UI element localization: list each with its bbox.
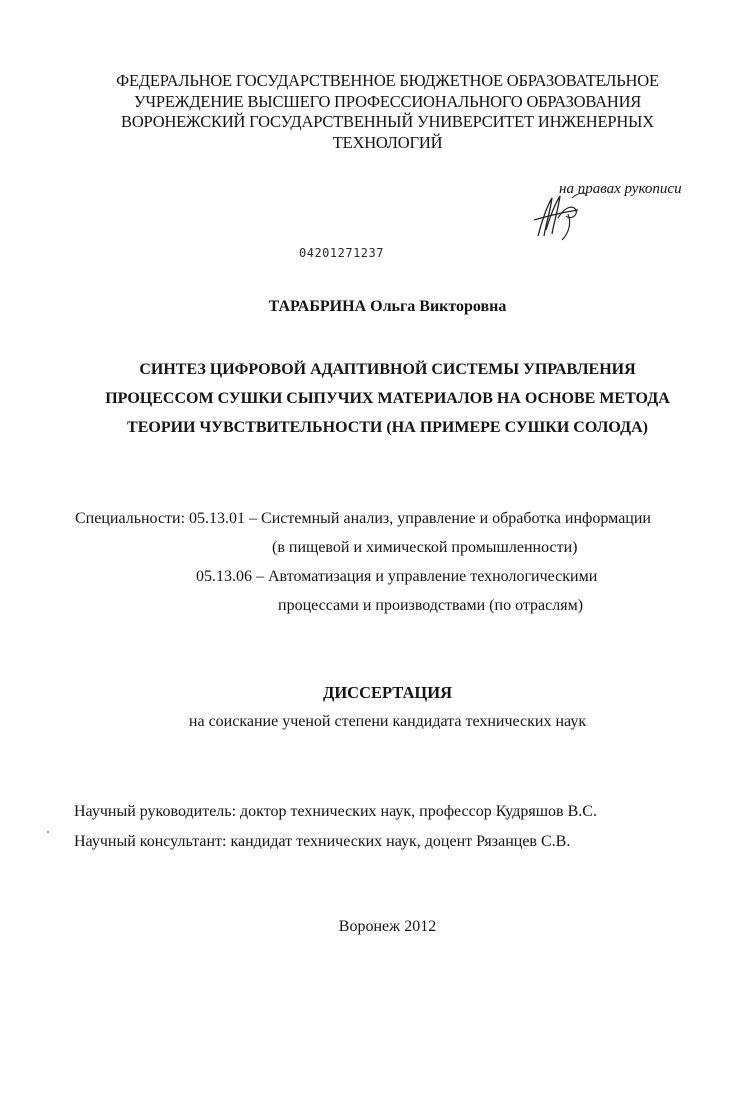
dissertation-title [0, 355, 733, 442]
supervisor-line: Научный руководитель: доктор технических наук, профессор Кудряшов В.С. [74, 803, 597, 820]
title-line: ПРОЦЕССОМ СУШКИ СЫПУЧИХ МАТЕРИАЛОВ НА ОСНОВЕ МЕТОДА [105, 390, 670, 407]
title-line: СИНТЕЗ ЦИФРОВОЙ АДАПТИВНОЙ СИСТЕМЫ УПРАВЛЕНИЯ [139, 361, 636, 378]
scan-speck [47, 831, 49, 833]
specialty-line: процессами и производствами (по отраслям) [278, 597, 584, 614]
document-type: ДИССЕРТАЦИЯ [323, 683, 452, 702]
organization-line: ВОРОНЕЖСКИЙ ГОСУДАРСТВЕННЫЙ УНИВЕРСИТЕТ ИНЖЕНЕРНЫХ [121, 112, 654, 131]
consultant-line: Научный консультант: кандидат технических наук, доцент Рязанцев С.В. [74, 833, 571, 850]
city-year: Воронеж 2012 [338, 918, 437, 935]
degree-line: на соискание ученой степени кандидата технических наук [188, 713, 587, 730]
author-name: ТАРАБРИНА Ольга Викторовна [268, 298, 507, 315]
organization-line: ТЕХНОЛОГИЙ [332, 132, 443, 152]
manuscript-rights-note: на правах рукописи [559, 181, 682, 197]
registration-code: 04201271237 [299, 246, 384, 260]
specialty-line: 05.13.06 – Автоматизация и управление технологическими [196, 568, 598, 585]
organization-line: УЧРЕЖДЕНИЕ ВЫСШЕГО ПРОФЕССИОНАЛЬНОГО ОБРАЗОВАНИЯ [133, 91, 642, 111]
organization-line: ФЕДЕРАЛЬНОЕ ГОСУДАРСТВЕННОЕ БЮДЖЕТНОЕ ОБРАЗОВАТЕЛЬНОЕ [116, 71, 659, 90]
title-line: ТЕОРИИ ЧУВСТВИТЕЛЬНОСТИ (НА ПРИМЕРЕ СУШКИ СОЛОДА) [127, 419, 648, 436]
signature-icon [528, 190, 588, 242]
organization-header [0, 71, 733, 153]
specialty-line: Специальности: 05.13.01 – Системный анализ, управление и обработка информации [75, 510, 651, 527]
specialty-line: (в пищевой и химической промышленности) [272, 539, 578, 556]
